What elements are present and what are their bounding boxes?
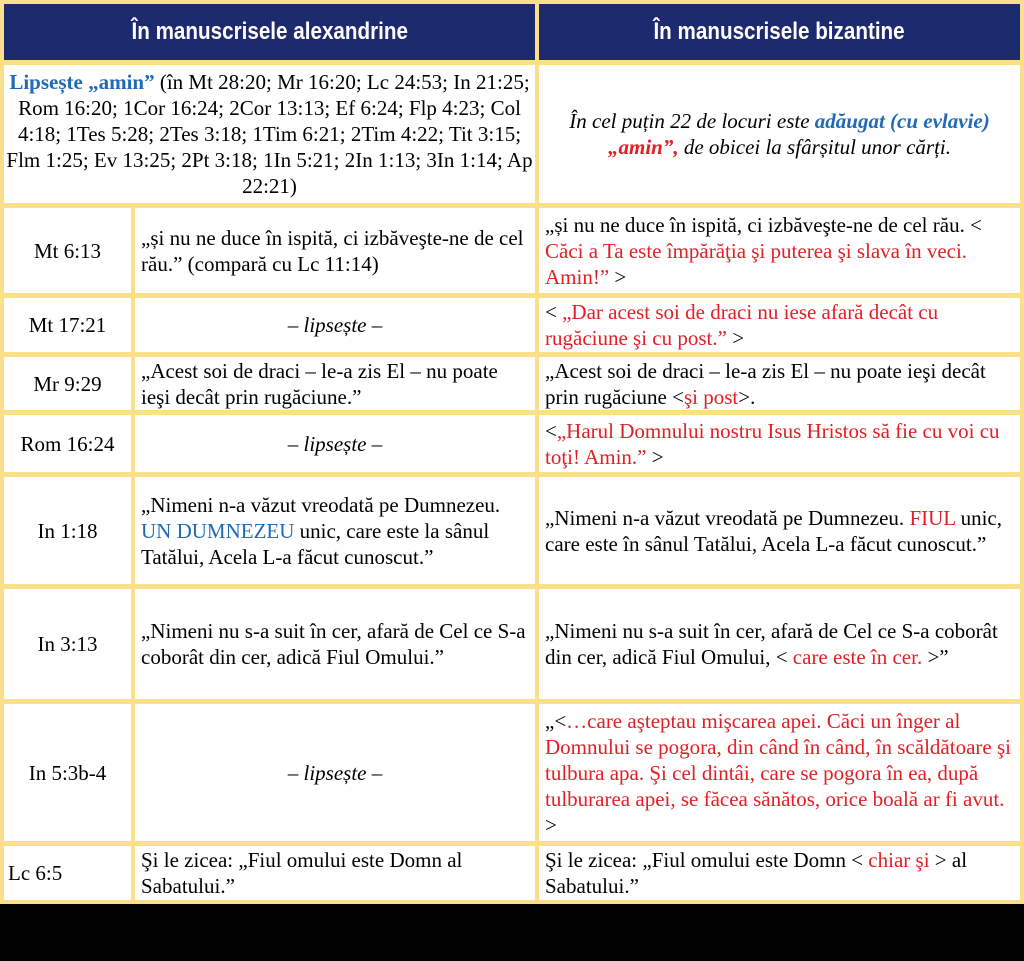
ref-cell: In 3:13: [4, 589, 131, 699]
ref-cell: Mt 6:13: [4, 208, 131, 293]
ref-cell: Rom 16:24: [4, 415, 131, 472]
added-text: „Dar acest soi de draci nu iese afară decât cu rugăciune şi cu post.”: [545, 300, 939, 350]
ref-cell: Mt 17:21: [4, 298, 131, 352]
byzantine-cell: „Acest soi de draci – le-a zis El – nu poate ieşi decât prin rugăciune <şi post>.: [539, 357, 1020, 410]
intro-alexandrine-cell: [4, 65, 535, 203]
header-byzantine: [539, 4, 1020, 60]
byzantine-cell: < „Dar acest soi de draci nu iese afară decât cu rugăciune şi cu post.” >: [539, 298, 1020, 352]
added-label: adăugat (cu evlavie): [814, 109, 990, 133]
ref-cell: Mr 9:29: [4, 357, 131, 410]
alexandrine-cell: – lipsește –: [135, 415, 535, 472]
amin-label: „amin”,: [607, 135, 679, 159]
byzantine-cell: <„Harul Domnului nostru Isus Hristos să fie cu voi cu toţi! Amin.” >: [539, 415, 1020, 472]
byzantine-cell: „Nimeni nu s-a suit în cer, afară de Cel ce S-a coborât din cer, adică Fiul Omului, < care este în cer. >”: [539, 589, 1020, 699]
byzantine-cell: „și nu ne duce în ispită, ci izbăveşte-ne de cel rău. < Căci a Ta este împărăţia şi puterea şi slava în veci. Amin!” >: [539, 208, 1020, 293]
ref-cell: In 5:3b-4: [4, 704, 131, 841]
header-alexandrine: [4, 4, 535, 60]
added-text: şi post: [683, 384, 739, 409]
ref-cell: In 1:18: [4, 477, 131, 584]
alexandrine-cell: „și nu ne duce în ispită, ci izbăveşte-ne de cel rău.” (compară cu Lc 11:14): [135, 208, 535, 293]
variant-text: FIUL: [909, 505, 956, 530]
ref-cell: Lc 6:5: [4, 846, 131, 900]
added-text: „Harul Domnului nostru Isus Hristos să fie cu voi cu toţi! Amin.”: [545, 418, 1000, 469]
added-text: …care aşteptau mişcarea apei. Căci un înger al Domnului se pogora, din când în când, în scăldătoare şi tulbura apa. Şi cel dintâi, care se pogora în ea, după tulburarea apei, se făcea sănătos, orice boală ar fi avut.: [545, 708, 1011, 811]
alexandrine-cell: Şi le zicea: „Fiul omului este Domn al Sabatului.”: [135, 846, 535, 900]
intro-alexandrine-text: [6, 69, 533, 199]
byzantine-cell: „<…care aşteptau mişcarea apei. Căci un înger al Domnului se pogora, din când în când, în scăldătoare şi tulbura apa. Şi cel dintâi, care se pogora în ea, după tulburarea apei, se făcea sănătos, orice boală ar fi avut. >: [539, 704, 1020, 841]
alexandrine-cell: „Nimeni n-a văzut vreodată pe Dumnezeu. UN DUMNEZEU unic, care este la sânul Tatălui, Acela L-a făcut cunoscut.”: [135, 477, 535, 584]
variant-text: UN DUMNEZEU: [141, 518, 295, 543]
header-alexandrine-text: În manuscrisele alexandrine: [131, 18, 408, 45]
alexandrine-cell: – lipsește –: [135, 298, 535, 352]
amin-missing-label: Lipsește „amin”: [9, 70, 155, 94]
added-text: care este în cer.: [792, 645, 923, 669]
alexandrine-cell: „Acest soi de draci – le-a zis El – nu poate ieşi decât prin rugăciune.”: [135, 357, 535, 410]
byzantine-cell: Şi le zicea: „Fiul omului este Domn < chiar şi > al Sabatului.”: [539, 846, 1020, 900]
alexandrine-cell: – lipsește –: [135, 704, 535, 841]
intro-byzantine-cell: [539, 65, 1020, 203]
alexandrine-cell: „Nimeni nu s-a suit în cer, afară de Cel ce S-a coborât din cer, adică Fiul Omului.”: [135, 589, 535, 699]
added-text: chiar şi: [868, 848, 930, 872]
amin-missing-refs: (în Mt 28:20; Mr 16:20; Lc 24:53; In 21:25; Rom 16:20; 1Cor 16:24; 2Cor 13:13; Ef 6:24; Flp 4:23; Col 4:18; 1Tes 5:28; 2Tes 3:18; 1Tim 6:21; 2Tim 4:22; Tit 3:15; Flm 1:25; Ev 13:25; 2Pt 3:18; 1In 5:21; 2In 1:13; 3In 1:14; Ap 22:21): [6, 70, 533, 198]
added-text: Căci a Ta este împărăţia şi puterea şi slava în veci. Amin!”: [545, 238, 968, 289]
byzantine-cell: „Nimeni n-a văzut vreodată pe Dumnezeu. FIUL unic, care este în sânul Tatălui, Acela L-a făcut cunoscut.”: [539, 477, 1020, 584]
intro-byzantine-text: În cel puțin 22 de locuri este adăugat (cu evlavie) „amin”, de obicei la sfârșitul unor cărți.: [569, 109, 990, 159]
header-byzantine-text: În manuscrisele bizantine: [653, 18, 906, 45]
